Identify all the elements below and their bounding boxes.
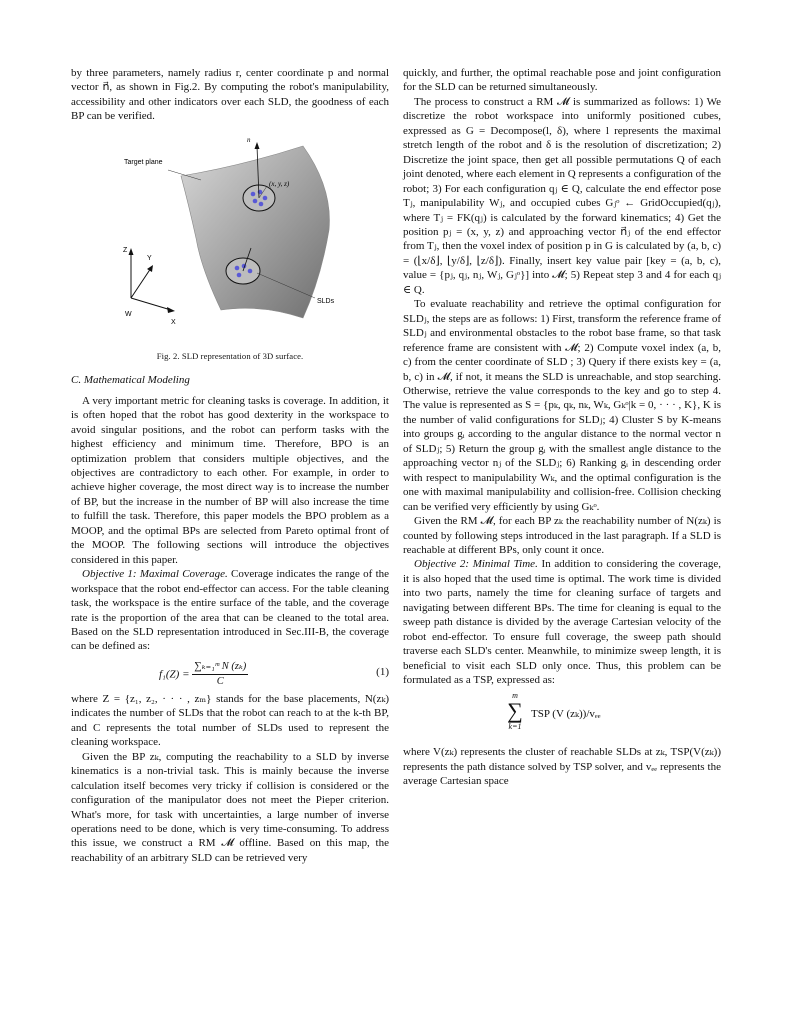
equation-1-numerator: ∑ₖ₌₁ᵐ N (zₖ) <box>192 660 248 675</box>
slds-label: SLDs <box>317 297 335 305</box>
section-heading: C. Mathematical Modeling <box>71 374 190 387</box>
sld-surface-diagram <box>71 128 389 343</box>
objective-2-title: Objective 2: Minimal Time. <box>414 558 538 571</box>
equation-1 <box>71 656 389 686</box>
left-paragraph-4: Given the BP zₖ, computing the reachability to a SLD by inverse kinematics is a non-trivial task. This is mainly because the inverse calculation itself becomes very tricky if collision is considered or the configuration of the manipulator does not meet the Pieper criterion. What's more, for task with uncertainties, a large number of inverse operations need to be done, which is very time-consuming. To address this issue, we construct a RM 𝓜 offline. Based on this map, the reachability of an arbitrary SLD can be retrieved very <box>71 750 389 864</box>
right-paragraph-4: Given the RM 𝓜, for each BP zₖ the reachability number of N(zₖ) is counted by following steps introduced in the last paragraph. If a SLD is reachable at different BPs, only count it once. <box>403 515 721 556</box>
axis-w-label: W <box>125 310 132 318</box>
equation-2-sigma: ∑ <box>507 698 523 724</box>
objective-1-text: Coverage indicates the range of the workspace that the robot end-effector can access. For the table cleaning task, the workspace is the entire surface of the table, and the coverage rate is the proportion of the area that can be cleaned to the total area. Based on the SLD representation introduced in Sec.III-B, the coverage can be defined as: <box>71 568 390 653</box>
target-plane-label: Target plane <box>124 158 163 166</box>
right-paragraph-3: To evaluate reachability and retrieve the optimal configuration for SLDⱼ, the steps are as follows: 1) First, transform the reference frame of SLDⱼ and environmental obstacles to the robot base frame, so that task reference frame are consistent with 𝓜; 2) Compute voxel index (a, b, c) from the center coordinate of SLD ; 3) Query if there exists key = (a, b, c) in 𝓜, if not, it means the SLD is unreachable, and stop searching. Otherwise, retrieve the value corresponds to the key and go to step 4. The value is represented as S = {pₖ, qₖ, nₖ, Wₖ, Gₖᵒ|k = 0, · · · , K}, K is the number of valid configurations for SLDⱼ; 4) Cluster S by K-means into groups gᵢ according to the angular distance to the normal vector n of SLDⱼ; 5) Return the group gᵢ with the smallest angle distance to the approaching vector nⱼ of the SLDⱼ; 6) Ranking gᵢ in descending order with respect to manipulability Wₖ, and the optimal configuration is the one with maximal manipulability and collision-free. Collision checking can be verified very efficiently by using Gₖᵒ. <box>403 298 721 513</box>
right-paragraph-2: The process to construct a RM 𝓜 is summarized as follows: 1) We discretize the robot workspace into uniformly positioned cubes, expressed as G = Decompose(l, δ), where l represents the maximal stretch length of the robot and δ is the resolution of discretization; 2) Discretize the joint space, then get all possible permutations Q of each joint denoted, where each element in Q represents a configuration of the robot; 3) For each configuration qⱼ ∈ Q, calculate the end effector pose Tⱼ, manipulability Wⱼ, and occupied cubes Gⱼᵒ ← GridOccupied(qⱼ), where Tⱼ = FK(qⱼ) is calculated by the forward kinematics; 4) Get the position pⱼ = (x, y, z) and approaching vector n⃗ⱼ of the end effector from Tⱼ, then the voxel index of position p in G is calculated by (a, b, c) = (⌊x/δ⌋, ⌊y/δ⌋, ⌊z/δ⌋). Finally, insert key value pair [key = (a, b, c), value = {pⱼ, qⱼ, nⱼ, Wⱼ, Gⱼᵒ}] into 𝓜; 5) Repeat step 3 and 4 for each qⱼ ∈ Q. <box>403 95 721 296</box>
equation-1-body <box>159 660 248 690</box>
figure-2 <box>71 128 389 343</box>
left-paragraph-2: A very important metric for cleaning tasks is coverage. In addition, it is often hoped that the robot has good dexterity in the workspace to avoid singular positions, and the robot can perform tasks with the highest efficiency and minimum time. Therefore, BPO is an optimization problem that considers multiple objectives, and the objectives are contradictory to each other. For example, in order to achieve higher coverage, the most direct way is to increase the number of BP, but the increase in the number of BP will also increase the time to fulfill the task. Therefore, this paper models the BPO problem as a MOOP, and the optimal BPs are selected from Pareto optimal front of the MOOP. The following sections will introduce the objectives considered in this paper. <box>71 394 389 566</box>
objective-1-title: Objective 1: Maximal Coverage. <box>82 568 228 581</box>
right-paragraph-1: quickly, and further, the optimal reachable pose and joint configuration for the SLD can be returned simultaneously. <box>403 67 721 94</box>
equation-1-fraction <box>192 660 248 690</box>
left-paragraph-1: by three parameters, namely radius r, center coordinate p and normal vector n⃗, as shown in Fig.2. By computing the robot's manipulability, accessibility and other indicators over each SLD, the goodness of each BP can be verified. <box>71 67 389 123</box>
normal-vector-label: n⃗ <box>247 135 256 144</box>
axis-x-label: X <box>171 318 176 326</box>
right-paragraph-5: where V(zₖ) represents the cluster of reachable SLDs at zₖ, TSP(V(zₖ)) represents the path distance solved by TSP solver, and vₑₑ represents the average Cartesian space <box>403 746 721 788</box>
axis-y <box>131 268 151 298</box>
equation-1-number: (1) <box>376 665 389 678</box>
left-column <box>71 66 389 865</box>
figure-caption: Fig. 2. SLD representation of 3D surface. <box>156 350 304 361</box>
equation-2-expression: TSP (V (zₖ))/vₑₑ <box>531 708 601 721</box>
equation-2 <box>403 691 721 739</box>
equation-2-sum <box>503 691 527 731</box>
left-paragraph-3: where Z = {z₁, z₂, · · · , zₘ} stands for the base placements, N(zₖ) indicates the number of SLDs that the robot can reach to at the k-th BP, and C represents the total number of SLDs used to represent the cleaning workspace. <box>71 692 389 749</box>
axis-y-label: Y <box>147 254 152 262</box>
objective-2-paragraph <box>403 557 721 687</box>
objective-1-paragraph <box>71 567 389 654</box>
point-coordinate-label: (x, y, z) <box>269 179 290 188</box>
right-column <box>403 66 721 789</box>
axis-x <box>131 298 171 310</box>
target-surface <box>181 146 329 318</box>
equation-1-denominator: C <box>216 676 224 688</box>
equation-2-upper-limit: m <box>512 691 518 701</box>
objective-2-text: In addition to considering the coverage, it is also hoped that the used time is optimal. The work time is divided into two parts, namely the time for cleaning surface of targets and navigating between different BPs. The time for cleaning is equal to the sweep path distance is divided by the average Cartesian velocity of the robot end-effector. To ensure full coverage, the sweep path should traverse each SLD's center. Meanwhile, to minimize sweep length, it is beneficial to visit each SLD only once. Thus, this problem can be formulated as a TSP, expressed as: <box>403 558 721 687</box>
equation-2-lower-limit: k=1 <box>508 722 522 732</box>
axis-z-label: Z <box>123 246 128 254</box>
equation-1-lhs: f₁(Z) = <box>159 668 193 681</box>
